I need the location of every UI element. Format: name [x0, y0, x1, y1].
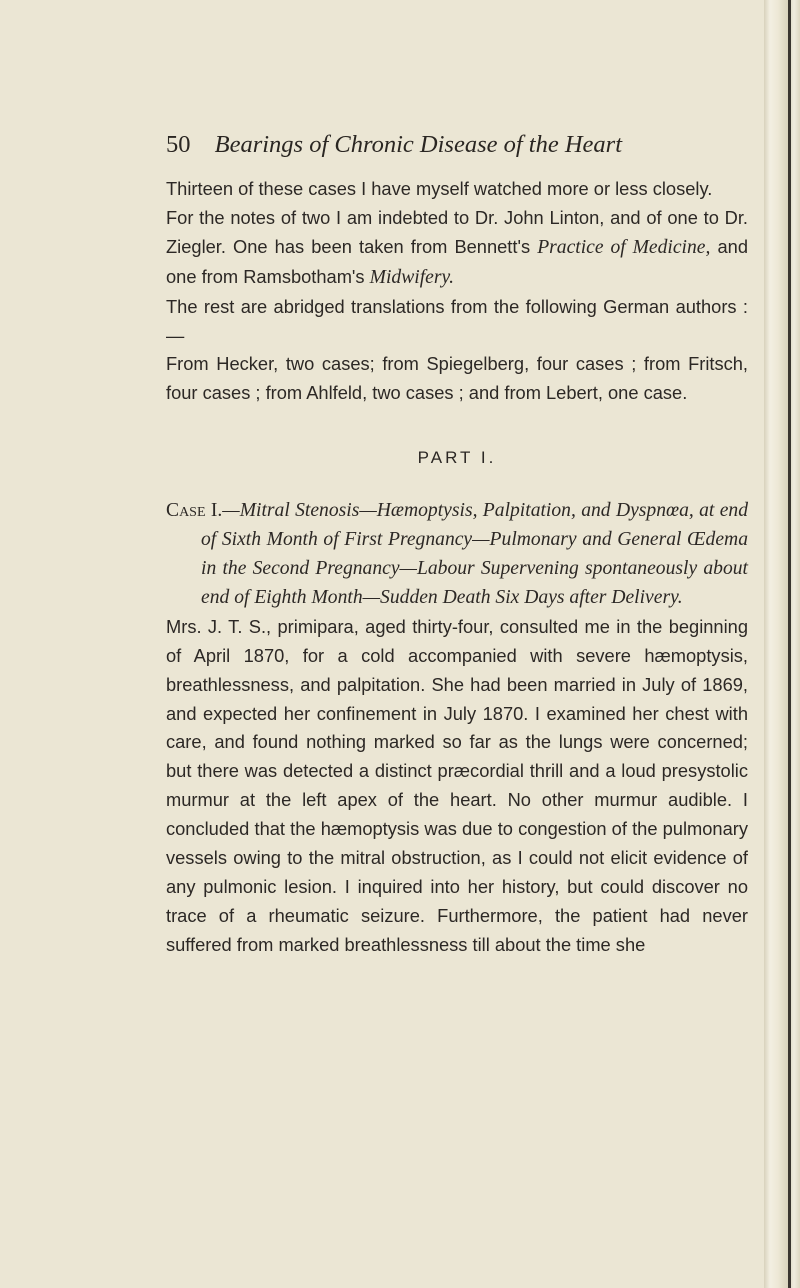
case-number: Case I. — [166, 500, 223, 522]
book-title-practice-of-medicine: Practice of Medicine, — [537, 236, 711, 258]
page-edge-line — [788, 0, 791, 1288]
paragraph-1: Thirteen of these cases I have myself watched more or less closely. — [166, 178, 713, 199]
part-heading: PART I. — [417, 448, 497, 468]
paragraph-2-text-a: For the notes of two I am indebted to Dr. John Linton, and of one to Dr. Ziegler. One has been taken from Bennett's — [166, 206, 748, 257]
running-title: Bearings of Chronic Disease of the Heart — [214, 131, 623, 158]
paragraph-3: The rest are abridged translations from the following German authors :— — [166, 295, 748, 346]
running-head — [166, 130, 746, 160]
page-body — [166, 175, 748, 960]
paragraph-2 — [166, 204, 748, 293]
page-edge — [764, 0, 800, 1288]
page-number: 50 — [166, 131, 191, 158]
case-title: —Mitral Stenosis—Hæmoptysis, Palpitation, and Dyspnœa, at end of Sixth Month of First Pregnancy—Pulmonary and General Œdema in the Second Pregnancy—Labour Supervening spontaneously about end of Eighth Month—Sudden Death Six Days after Delivery. — [201, 500, 748, 608]
paragraph-4: From Hecker, two cases; from Spiegelberg, four cases ; from Fritsch, four cases ; from Ahlfeld, two cases ; and from Lebert, one case. — [166, 353, 748, 404]
paragraph-2-text-c: and one from Ramsbotham's — [166, 235, 748, 287]
case-body: Mrs. J. T. S., primipara, aged thirty-four, consulted me in the beginning of April 1870, for a cold accompanied with severe hæmoptysis, breathlessness, and palpitation. She had been married in July of 1869, and expected her confinement in July 1870. I examined her chest with care, and found nothing marked so far as the lungs were concerned; but there was detected a distinct præcordial thrill and a loud presystolic murmur at the left apex of the heart. No other murmur audible. I concluded that the hæmoptysis was due to congestion of the pulmonary vessels owing to the mitral obstruction, as I could not elicit evidence of any pulmonic lesion. I inquired into her history, but could discover no trace of a rheumatic seizure. Furthermore, the patient had never suffered from marked breathlessness till about the time she — [166, 615, 748, 955]
book-title-midwifery: Midwifery. — [369, 266, 455, 288]
case-heading — [166, 497, 748, 613]
